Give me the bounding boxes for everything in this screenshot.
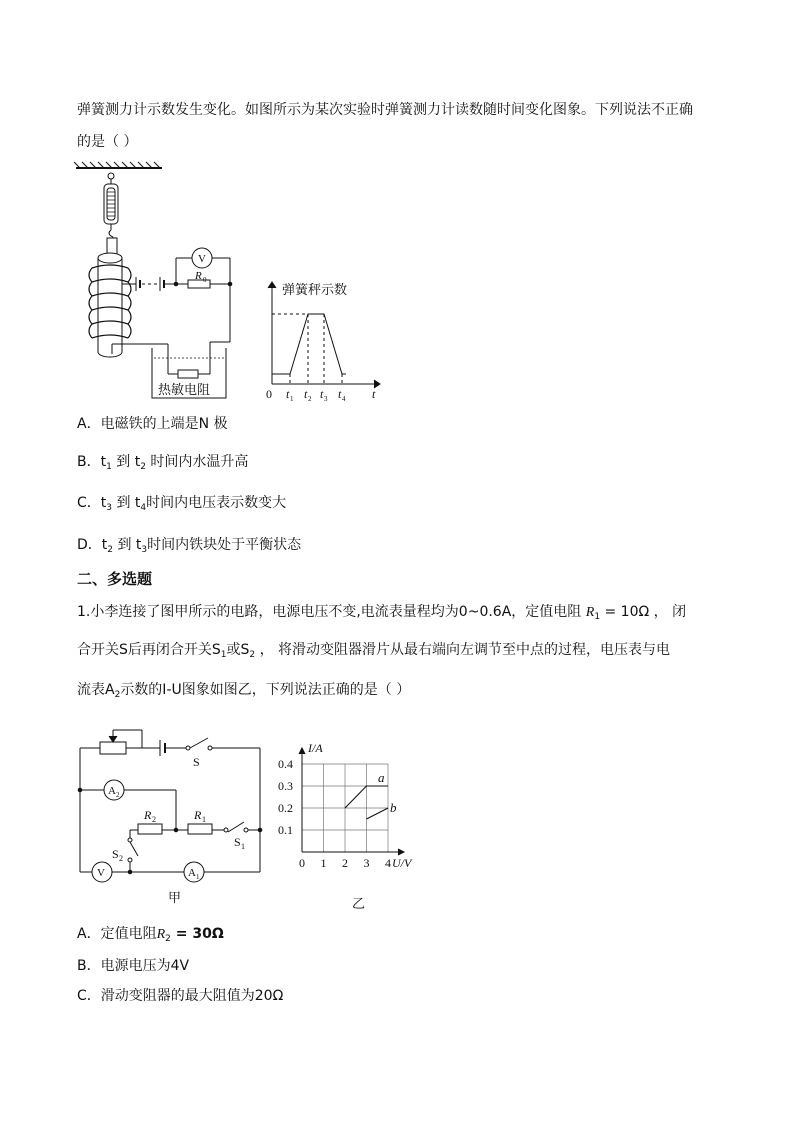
svg-text:2: 2: [152, 815, 156, 824]
graph-tick-label: t: [286, 387, 290, 401]
chart-y-axis-label: I/A: [308, 741, 323, 755]
chart-y-tick-label: 0.4: [278, 757, 293, 771]
electromagnet-circuit-figure: [72, 162, 272, 402]
graph-tick-label: t: [338, 387, 342, 401]
chart-x-tick-label: 0: [299, 856, 305, 870]
question-prev-line1: 弹簧测力计示数发生变化。如图所示为某次实验时弹簧测力计读数随时间变化图象。下列说法不正确: [77, 102, 693, 118]
r0-label: R: [195, 270, 202, 282]
chart-y-tick-label: 0.1: [278, 823, 293, 837]
chart-y-tick-label: 0.3: [278, 779, 293, 793]
svg-text:1: 1: [202, 815, 206, 824]
option-b-prev: B．$t_1$ 到 $t_2$ 时间内水温升高: [77, 454, 249, 472]
graph-tick-subscript: 1: [290, 395, 294, 403]
series-line-b: [367, 808, 389, 819]
electromagnet: [89, 253, 131, 357]
question1-line2: 合开关S后再闭合开关$S_1$或$S_2$ ， 将滑动变阻器滑片从最右端向左调节至中点的过程，电压表与电: [77, 642, 671, 660]
ammeter-a2-label: A: [108, 785, 116, 797]
svg-text:1: 1: [196, 873, 200, 881]
question1-line1: 1.小李连接了图甲所示的电路，电源电压不变,电流表量程均为0~0.6A，定值电阻 $R_1 = 10\Omega$ ， 闭: [77, 604, 687, 622]
r0-subscript: 0: [203, 276, 207, 284]
section-title: 二、多选题: [77, 570, 153, 588]
series-label-a: a: [378, 770, 385, 785]
graph-x-label: t: [372, 387, 376, 401]
series-label-b: b: [390, 800, 397, 815]
svg-text:2: 2: [116, 791, 120, 799]
chart-y-tick-label: 0.2: [278, 801, 293, 815]
graph-tick-subscript: 3: [324, 395, 328, 403]
chart-x-tick-label: 2: [342, 856, 348, 870]
chart-y-arrow: [299, 748, 305, 754]
option-c-q1: C．滑动变阻器的最大阻值为20Ω: [77, 988, 284, 1004]
chart-caption-yi: 乙: [352, 897, 366, 912]
graph-y-label: 弹簧秤示数: [282, 283, 348, 298]
ammeter-a1-label: A: [188, 867, 196, 879]
option-a-q1: A．定值电阻$R_2 = 30\Omega$: [77, 926, 224, 944]
option-b-q1: B．电源电压为4V: [77, 958, 190, 974]
graph-origin: 0: [266, 387, 272, 401]
circuit-caption-jia: 甲: [168, 891, 182, 906]
chart-x-tick-label: 3: [363, 856, 370, 870]
spring-scale-graph: [262, 276, 392, 406]
voltmeter-label: V: [198, 253, 206, 265]
chart-x-tick-label: 1: [320, 856, 327, 870]
graph-tick-subscript: 2: [308, 395, 312, 403]
thermistor-label: 热敏电阻: [158, 383, 211, 398]
svg-text:2: 2: [119, 854, 123, 863]
circuit-diagram-jia: [72, 724, 272, 904]
switch-s-label: S: [193, 755, 200, 769]
option-c-prev: C．$t_3$ 到 $t_4$时间内电压表示数变大: [77, 495, 287, 513]
chart-x-axis-label: U/V: [392, 856, 412, 870]
option-a-prev: A．电磁铁的上端是N 极: [77, 416, 228, 432]
switch-s1-label: S: [234, 835, 241, 849]
switch-s2-label: S: [112, 847, 119, 861]
iu-chart: [274, 730, 434, 910]
graph-tick-label: t: [320, 387, 324, 401]
option-d-prev: D．$t_2$ 到 $t_3$时间内铁块处于平衡状态: [77, 537, 302, 555]
r1-label: R: [194, 808, 202, 822]
voltmeter-v-label: V: [97, 867, 105, 879]
svg-text:1: 1: [241, 842, 245, 851]
graph-tick-label: t: [304, 387, 308, 401]
question-prev-line2: 的是（ ）: [77, 134, 138, 150]
graph-tick-subscript: 4: [342, 395, 346, 403]
chart-x-tick-label: 4: [385, 856, 391, 870]
question1-line3: 流表$A_2$示数的I-U图象如图乙，下列说法正确的是（ ）: [77, 682, 411, 700]
chart-x-arrow: [398, 849, 404, 855]
r2-label: R: [144, 808, 152, 822]
spring-scale: [104, 173, 118, 256]
